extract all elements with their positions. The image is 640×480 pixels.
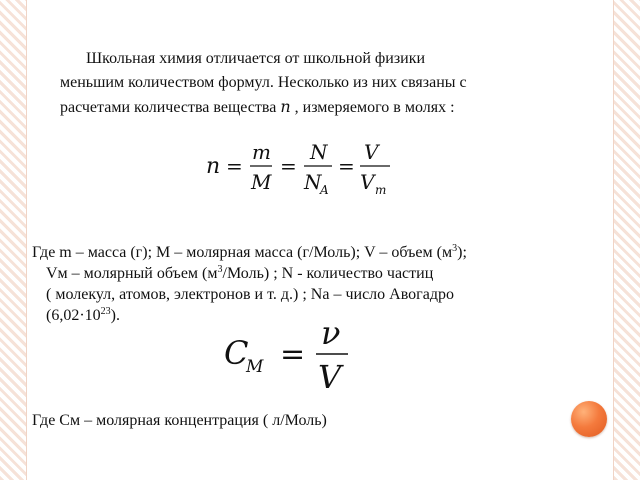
legend1-line-2a: Vм – молярный объем (м <box>46 265 218 282</box>
intro-line-2: меньшим количеством формул. Несколько из них связаны с <box>60 74 467 91</box>
formula2-num: ν <box>321 318 341 352</box>
legend1-line-1b: ); <box>457 244 467 261</box>
legend1-line-4-sup: 23 <box>100 306 111 317</box>
formula2-lhs-sub: M <box>246 357 264 377</box>
legend-variables <box>32 242 592 326</box>
intro-var-n: n <box>280 97 291 116</box>
formula1-eq-2: = <box>280 154 297 178</box>
formula-molar-concentration <box>222 318 352 393</box>
orange-circle-decoration <box>571 401 607 437</box>
formula2-den: V <box>318 358 342 393</box>
intro-paragraph <box>60 47 580 120</box>
formula2-lhs: C <box>224 334 249 372</box>
formula1-frac3-den-sub: m <box>375 183 387 197</box>
formula-amount-of-substance <box>204 133 394 203</box>
legend1-line-4a: (6,02·10 <box>46 307 101 324</box>
legend1-line-3: ( молекул, атомов, электронов и т. д.) ; Nа – число Авогадро <box>46 286 454 303</box>
intro-line-3b: , измеряемого в молях : <box>294 99 455 116</box>
formula1-eq-1: = <box>226 154 243 178</box>
intro-line-3a: расчетами количества вещества <box>60 99 277 116</box>
formula1-frac1-den: M <box>251 170 272 194</box>
decorative-border-left <box>0 0 27 480</box>
intro-line-1: Школьная химия отличается от школьной физики <box>86 50 426 67</box>
legend1-line-2b: /Моль) ; N - количество частиц <box>222 265 434 282</box>
legend1-line-1a: Где m – масса (г); М – молярная масса (г/Моль); V – объем (м <box>32 244 453 261</box>
legend1-line-4b: ). <box>110 307 120 324</box>
formula2-eq: = <box>280 337 306 372</box>
decorative-border-right <box>613 0 640 480</box>
legend1-line-1-sup: 3 <box>452 243 458 254</box>
legend2-text: Где См – молярная концентрация ( л/Моль) <box>32 412 327 429</box>
formula1-frac3-den: V <box>360 170 375 194</box>
formula1-frac2-num: N <box>310 140 328 164</box>
formula1-frac3-num: V <box>364 140 379 164</box>
legend1-line-2-sup: 3 <box>217 264 223 275</box>
formula1-frac2-den: N <box>304 170 322 194</box>
legend-concentration <box>32 410 532 431</box>
formula1-eq-3: = <box>338 154 355 178</box>
formula1-frac1-num: m <box>252 140 271 164</box>
formula1-frac2-den-sub: A <box>320 183 329 197</box>
formula1-lhs: n <box>206 154 221 179</box>
